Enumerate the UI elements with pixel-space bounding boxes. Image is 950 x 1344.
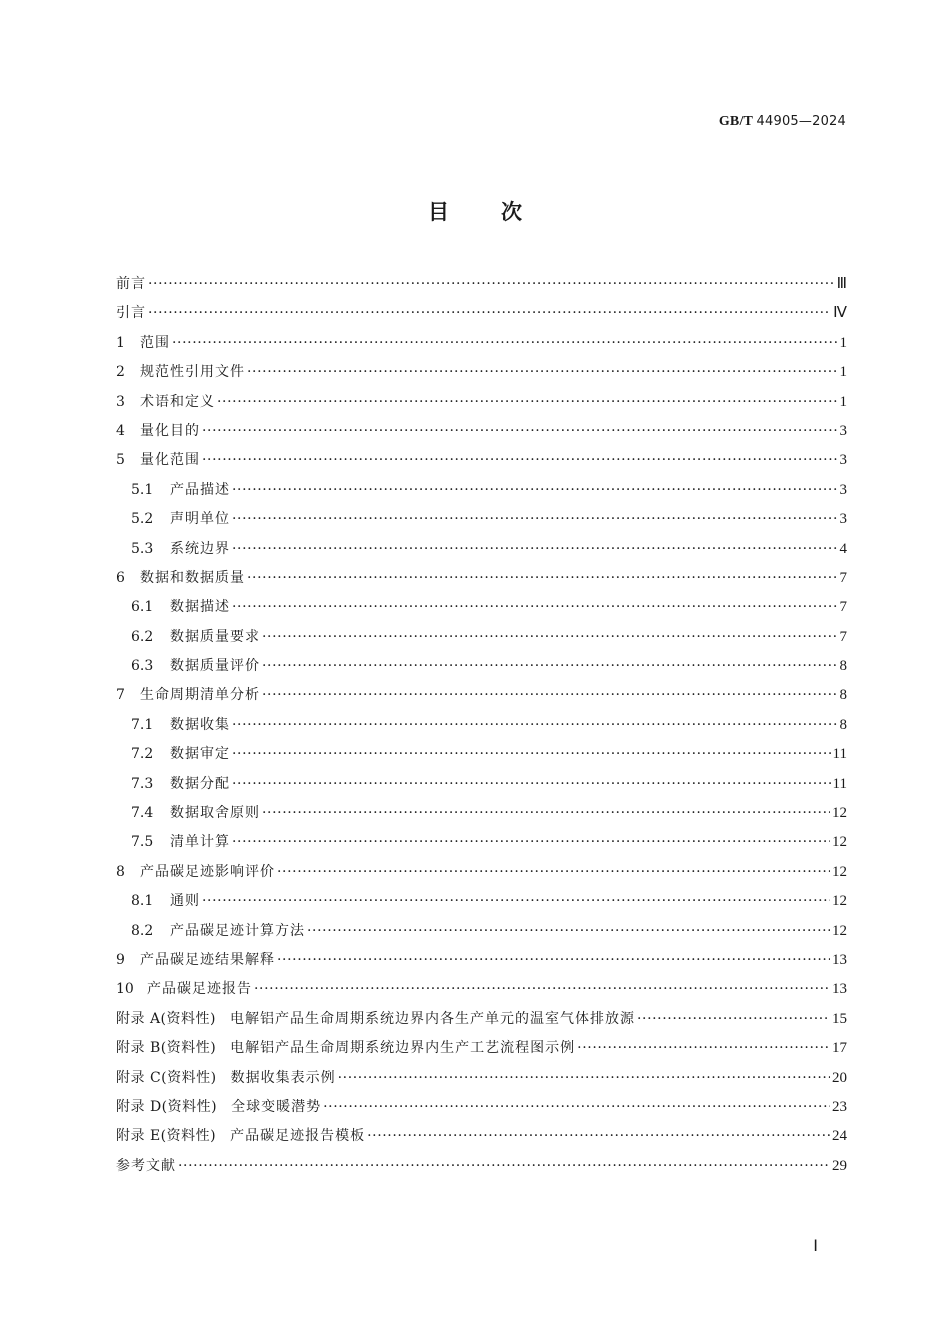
toc-leader-dots bbox=[202, 446, 838, 475]
toc-entry[interactable] bbox=[116, 358, 847, 387]
toc-section-number: 9 bbox=[116, 951, 125, 968]
toc-entry-label: 范围 bbox=[140, 334, 170, 351]
toc-section-number: 4 bbox=[116, 422, 125, 439]
toc-entry-label: 产品碳足迹计算方法 bbox=[170, 922, 305, 939]
toc-entry-label: 数据审定 bbox=[170, 746, 230, 763]
toc-page-number: 24 bbox=[832, 1128, 847, 1145]
toc-section-number: 5.3 bbox=[131, 540, 154, 557]
toc-entry[interactable] bbox=[116, 887, 847, 916]
toc-entry-label: 规范性引用文件 bbox=[140, 364, 245, 381]
toc-leader-dots bbox=[232, 505, 838, 534]
toc-entry-label: 数据分配 bbox=[170, 775, 230, 792]
toc-leader-dots bbox=[148, 270, 835, 299]
toc-entry[interactable] bbox=[116, 446, 847, 475]
toc-entry-label: 系统边界 bbox=[170, 540, 230, 557]
toc-entry[interactable] bbox=[116, 1005, 847, 1034]
toc-page-number: 7 bbox=[839, 599, 847, 616]
standard-code: 44905—2024 bbox=[756, 114, 846, 129]
toc-entry[interactable] bbox=[116, 505, 847, 534]
toc-section-number: 5.2 bbox=[131, 511, 154, 528]
toc-section-number: 7.3 bbox=[131, 775, 154, 792]
toc-leader-dots bbox=[148, 299, 831, 328]
toc-page-number: 29 bbox=[832, 1157, 847, 1174]
toc-page-number: 23 bbox=[832, 1098, 847, 1115]
standard-number bbox=[719, 114, 846, 130]
toc-page-number: 3 bbox=[839, 452, 847, 469]
toc-section-number: 6.2 bbox=[131, 628, 154, 645]
toc-section-number: 2 bbox=[116, 364, 125, 381]
toc-entry-label: 产品碳足迹报告 bbox=[147, 981, 252, 998]
toc-entry[interactable] bbox=[116, 299, 847, 328]
toc-entry-label: 量化范围 bbox=[140, 452, 200, 469]
toc-leader-dots bbox=[202, 887, 830, 916]
toc-leader-dots bbox=[262, 799, 830, 828]
toc-leader-dots bbox=[307, 917, 830, 946]
toc-leader-dots bbox=[247, 564, 838, 593]
toc-page-number: 7 bbox=[839, 569, 847, 586]
toc-section-number: 7 bbox=[116, 687, 125, 704]
toc-entry-label: 生命周期清单分析 bbox=[140, 687, 260, 704]
toc-page-number: 11 bbox=[832, 775, 847, 792]
toc-entry-label: 数据和数据质量 bbox=[140, 569, 245, 586]
toc-entry[interactable] bbox=[116, 476, 847, 505]
toc-section-number: 7.1 bbox=[131, 716, 154, 733]
toc-leader-dots bbox=[262, 681, 838, 710]
toc-page-number: Ⅲ bbox=[836, 276, 847, 292]
toc-leader-dots bbox=[323, 1093, 830, 1122]
toc-title-char-2: 次 bbox=[501, 200, 522, 224]
toc-entry-label: 数据质量评价 bbox=[170, 658, 260, 675]
toc-entry[interactable] bbox=[116, 652, 847, 681]
toc-page-number: Ⅳ bbox=[833, 305, 847, 322]
toc-page-number: 11 bbox=[832, 746, 847, 763]
toc-leader-dots bbox=[232, 535, 838, 564]
toc-page-number: 3 bbox=[839, 481, 847, 498]
toc-entry[interactable] bbox=[116, 1152, 847, 1181]
toc-page-number: 15 bbox=[832, 1010, 847, 1027]
toc-leader-dots bbox=[232, 593, 838, 622]
toc-page-number: 20 bbox=[832, 1069, 847, 1086]
toc-entry-label: 产品碳足迹影响评价 bbox=[140, 863, 275, 880]
toc-entry-label: 数据描述 bbox=[170, 599, 230, 616]
toc-leader-dots bbox=[232, 711, 838, 740]
toc-leader-dots bbox=[254, 975, 830, 1004]
toc-entry[interactable] bbox=[116, 799, 847, 828]
toc-section-number: 6 bbox=[116, 569, 125, 586]
toc-entry[interactable] bbox=[116, 828, 847, 857]
toc-entry[interactable] bbox=[116, 388, 847, 417]
toc-section-number: 6.3 bbox=[131, 658, 154, 675]
toc-entry-label: 量化目的 bbox=[140, 422, 200, 439]
toc-leader-dots bbox=[202, 417, 838, 446]
toc-page-number: 12 bbox=[832, 893, 847, 910]
toc-entry[interactable] bbox=[116, 1093, 847, 1122]
toc-leader-dots bbox=[232, 476, 838, 505]
toc-entry[interactable] bbox=[116, 770, 847, 799]
toc-entry-label: 数据取舍原则 bbox=[170, 805, 260, 822]
toc-entry-label: 产品碳足迹结果解释 bbox=[140, 951, 275, 968]
toc-entry[interactable] bbox=[116, 623, 847, 652]
page-folio: Ⅰ bbox=[813, 1238, 818, 1255]
toc-entry-label: 术语和定义 bbox=[140, 393, 215, 410]
toc-page-number: 12 bbox=[832, 805, 847, 822]
toc-page-number: 1 bbox=[839, 393, 847, 410]
toc-appendix-prefix: 附录 E(资料性) bbox=[116, 1128, 217, 1145]
toc-page-number: 12 bbox=[832, 922, 847, 939]
toc-entry[interactable] bbox=[116, 917, 847, 946]
toc-leader-dots bbox=[247, 358, 838, 387]
toc-section-number: 3 bbox=[116, 393, 125, 410]
toc-leader-dots bbox=[232, 770, 831, 799]
toc-entry[interactable] bbox=[116, 564, 847, 593]
toc-page-number: 17 bbox=[832, 1040, 847, 1057]
toc-entry[interactable] bbox=[116, 946, 847, 975]
toc-page-number: 4 bbox=[839, 540, 847, 557]
toc-entry-label: 产品碳足迹报告模板 bbox=[230, 1128, 366, 1145]
toc-leader-dots bbox=[338, 1064, 830, 1093]
toc-title-char-1: 目 bbox=[428, 200, 449, 224]
toc-page-number: 3 bbox=[839, 422, 847, 439]
toc-leader-dots bbox=[232, 828, 830, 857]
toc-entry-label: 产品描述 bbox=[170, 481, 230, 498]
toc-leader-dots bbox=[232, 740, 831, 769]
toc-appendix-prefix: 附录 A(资料性) bbox=[116, 1010, 216, 1027]
toc-section-number: 8.2 bbox=[131, 922, 154, 939]
toc-entry[interactable] bbox=[116, 535, 847, 564]
toc-leader-dots bbox=[217, 388, 838, 417]
toc-leader-dots bbox=[262, 652, 838, 681]
toc-entry-label: 数据收集表示例 bbox=[230, 1069, 336, 1086]
toc-entry-label: 声明单位 bbox=[170, 511, 230, 528]
toc-section-number: 10 bbox=[116, 981, 134, 998]
toc-appendix-prefix: 附录 B(资料性) bbox=[116, 1040, 217, 1057]
toc-appendix-prefix: 附录 D(资料性) bbox=[116, 1098, 218, 1115]
toc-section-number: 5.1 bbox=[131, 481, 154, 498]
toc-leader-dots bbox=[262, 623, 838, 652]
toc-entry-label: 电解铝产品生命周期系统边界内各生产单元的温室气体排放源 bbox=[229, 1010, 635, 1027]
toc-entry[interactable] bbox=[116, 740, 847, 769]
toc-section-number: 7.5 bbox=[131, 834, 154, 851]
toc-entry-label: 数据质量要求 bbox=[170, 628, 260, 645]
toc-entry-label: 参考文献 bbox=[116, 1157, 176, 1174]
toc-title bbox=[0, 196, 950, 226]
toc-leader-dots bbox=[277, 858, 830, 887]
toc-section-number: 6.1 bbox=[131, 599, 154, 616]
toc-section-number: 5 bbox=[116, 452, 125, 469]
toc-entry-label: 全球变暖潜势 bbox=[231, 1098, 322, 1115]
toc-section-number: 7.4 bbox=[131, 805, 154, 822]
toc-leader-dots bbox=[577, 1034, 830, 1063]
toc-section-number: 8.1 bbox=[131, 893, 154, 910]
toc-entry-label: 通则 bbox=[170, 893, 200, 910]
toc-page-number: 12 bbox=[832, 834, 847, 851]
toc-section-number: 8 bbox=[116, 863, 125, 880]
toc-entry[interactable] bbox=[116, 1064, 847, 1093]
toc-entry[interactable] bbox=[116, 1034, 847, 1063]
toc-entry[interactable] bbox=[116, 711, 847, 740]
toc-leader-dots bbox=[172, 329, 838, 358]
toc-page-number: 13 bbox=[832, 981, 847, 998]
toc-entry-label: 引言 bbox=[116, 305, 146, 322]
toc-entry-label: 前言 bbox=[116, 276, 146, 292]
toc-entry-label: 清单计算 bbox=[170, 834, 230, 851]
toc-section-number: 7.2 bbox=[131, 746, 154, 763]
toc-page-number: 8 bbox=[839, 658, 847, 675]
toc-entry[interactable] bbox=[116, 329, 847, 358]
toc-entry[interactable] bbox=[116, 417, 847, 446]
toc-page-number: 8 bbox=[839, 716, 847, 733]
toc-entry[interactable] bbox=[116, 858, 847, 887]
toc-entry-label: 电解铝产品生命周期系统边界内生产工艺流程图示例 bbox=[230, 1040, 576, 1057]
toc-page-number: 7 bbox=[839, 628, 847, 645]
toc-page-number: 3 bbox=[839, 511, 847, 528]
toc-page-number: 1 bbox=[839, 334, 847, 351]
toc-entry[interactable] bbox=[116, 593, 847, 622]
toc-page-number: 13 bbox=[832, 951, 847, 968]
toc-leader-dots bbox=[277, 946, 830, 975]
standard-prefix: GB/T bbox=[718, 114, 753, 129]
toc-appendix-prefix: 附录 C(资料性) bbox=[116, 1069, 217, 1086]
toc-page-number: 1 bbox=[839, 364, 847, 381]
toc-page-number: 12 bbox=[832, 863, 847, 880]
toc-page-number: 8 bbox=[839, 687, 847, 704]
toc-leader-dots bbox=[367, 1122, 830, 1151]
toc-leader-dots bbox=[178, 1152, 830, 1181]
toc-entry[interactable] bbox=[116, 681, 847, 710]
toc-leader-dots bbox=[637, 1005, 830, 1034]
toc-entry[interactable] bbox=[116, 975, 847, 1004]
toc-entry[interactable] bbox=[116, 270, 847, 299]
toc-section-number: 1 bbox=[116, 334, 125, 351]
toc-entry[interactable] bbox=[116, 1122, 847, 1151]
table-of-contents bbox=[116, 270, 847, 1181]
toc-entry-label: 数据收集 bbox=[170, 716, 230, 733]
